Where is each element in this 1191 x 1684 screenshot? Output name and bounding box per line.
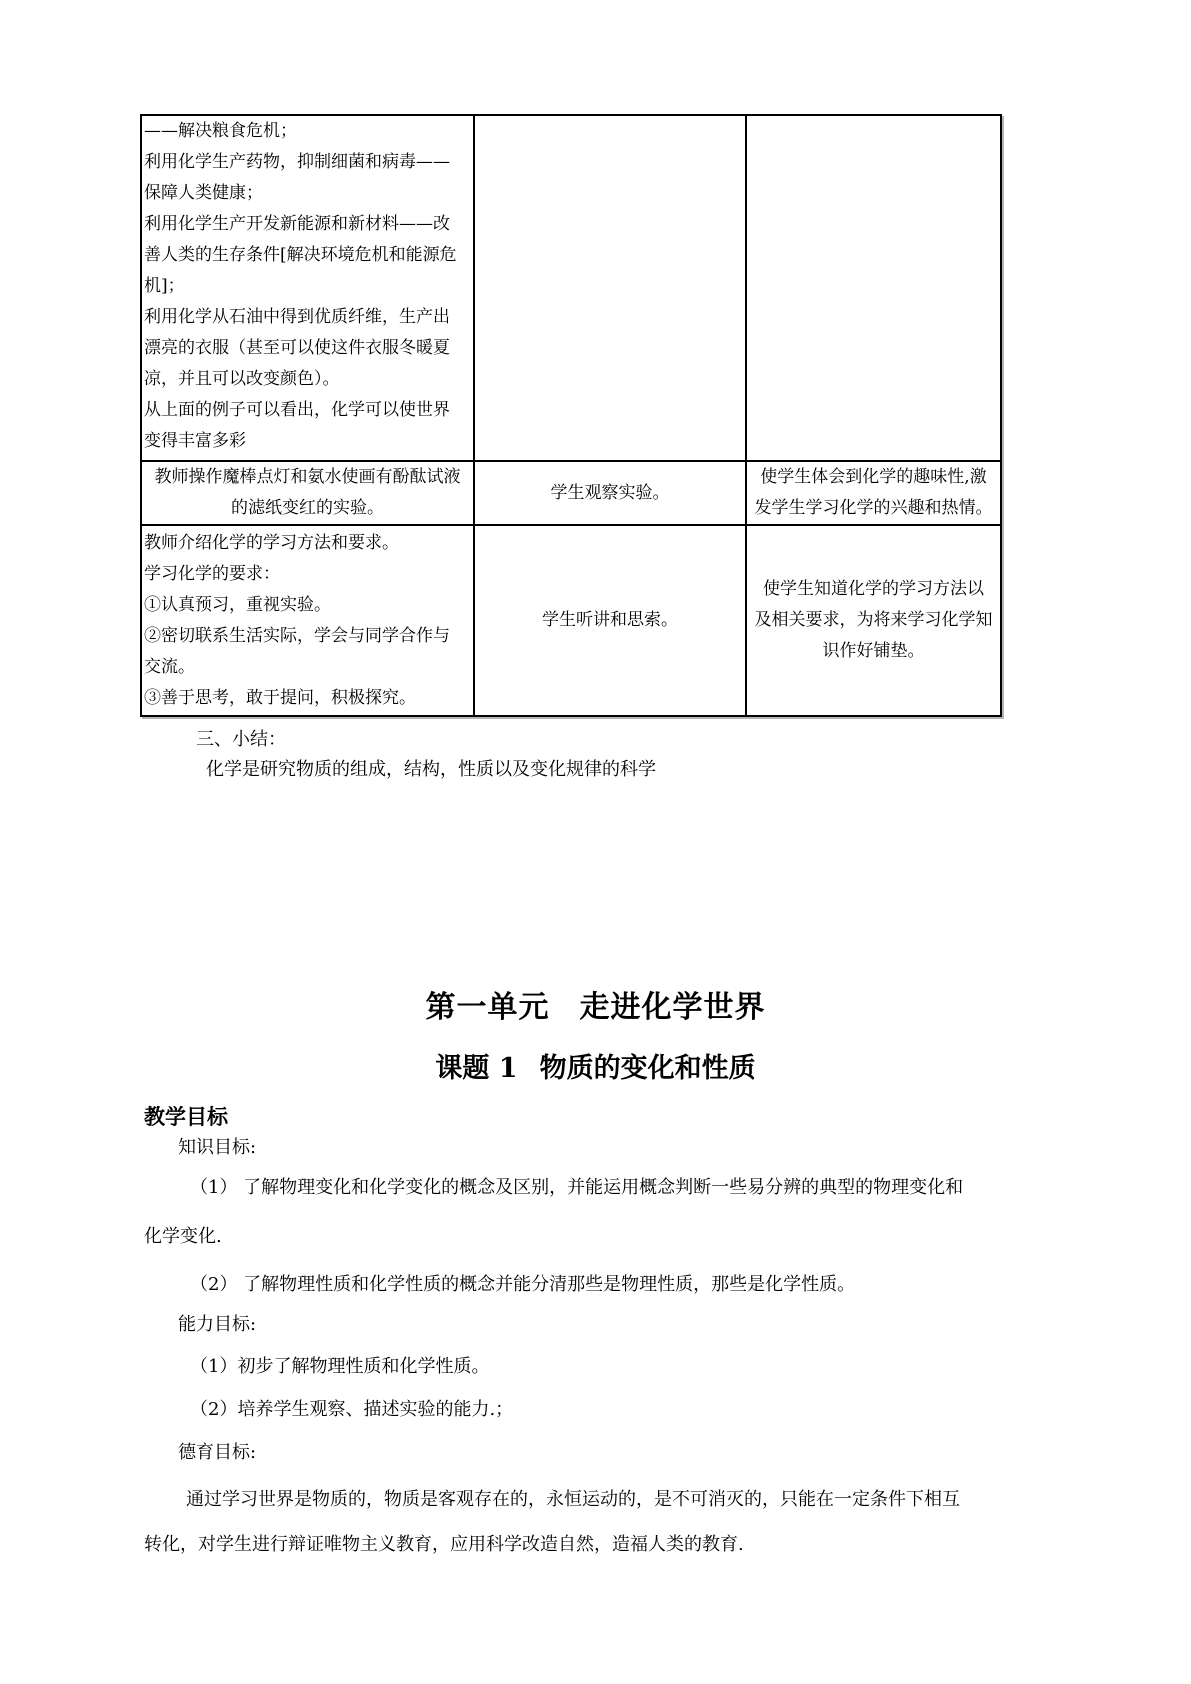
text-line: 变得丰富多彩 (144, 431, 246, 451)
table-row (141, 115, 1001, 461)
text-line: 利用化学从石油中得到优质纤维，生产出 (144, 307, 450, 327)
unit-name: 走进化学世界 (579, 990, 766, 1025)
text-line: 的滤纸变红的实验。 (231, 498, 384, 518)
text-line: 使学生体会到化学的趣味性,激 (760, 467, 987, 487)
knowledge-objective-1-line-1: （1） 了解物理变化和化学变化的概念及区别，并能运用概念判断一些易分辨的典型的物理变化和 (190, 1177, 964, 1198)
knowledge-objectives-label: 知识目标: (178, 1137, 257, 1158)
objectives-heading: 教学目标 (144, 1105, 228, 1129)
design-purpose-cell (746, 461, 1001, 525)
design-purpose-cell (746, 525, 1001, 716)
text-line: 及相关要求，为将来学习化学知 (754, 610, 993, 630)
text-line: 识作好铺垫。 (822, 641, 925, 661)
text-line: 保障人类健康； (144, 183, 263, 203)
student-activity-cell: 学生观察实验。 (474, 461, 746, 525)
text-line: 善人类的生存条件[解决环境危机和能源危 (144, 245, 457, 265)
moral-objective-line-2: 转化，对学生进行辩证唯物主义教育，应用科学改造自然，造福人类的教育. (144, 1534, 744, 1555)
text-line: 学习化学的要求： (144, 563, 280, 584)
summary-label: 三、小结： (196, 729, 286, 750)
moral-objective-line-1: 通过学习世界是物质的，物质是客观存在的，永恒运动的，是不可消灭的，只能在一定条件下相互 (186, 1489, 960, 1510)
lesson-table (140, 114, 1002, 717)
lesson-name: 物质的变化和性质 (539, 1053, 756, 1084)
text-line: 教师操作魔棒点灯和氨水使画有酚酞试液 (154, 467, 461, 487)
unit-number: 第一单元 (425, 990, 550, 1025)
design-purpose-cell (746, 115, 1001, 461)
text-line: ——解决粮食危机； (144, 121, 297, 141)
knowledge-objective-2: （2） 了解物理性质和化学性质的概念并能分清那些是物理性质，那些是化学性质。 (190, 1274, 856, 1295)
knowledge-objective-1-line-2: 化学变化. (144, 1226, 222, 1247)
unit-title (0, 982, 1191, 1026)
teacher-activity-cell (141, 461, 474, 525)
text-line: 利用化学生产开发新能源和新材料——改 (144, 214, 450, 234)
teacher-activity-cell (141, 525, 474, 716)
text-line: 漂亮的衣服（甚至可以使这件衣服冬暖夏 (144, 338, 450, 358)
table-row (141, 461, 1001, 525)
text-line: 机]； (144, 276, 185, 296)
lesson-number: 课题 1 (435, 1053, 518, 1084)
text-line: 交流。 (144, 656, 195, 677)
text-line: 教师介绍化学的学习方法和要求。 (144, 532, 399, 553)
student-activity-cell (474, 115, 746, 461)
text-line: ②密切联系生活实际，学会与同学合作与 (144, 625, 450, 646)
ability-objective-2: （2）培养学生观察、描述实验的能力.； (190, 1399, 514, 1420)
text-line: ①认真预习，重视实验。 (144, 594, 331, 615)
student-activity-cell: 学生听讲和思索。 (474, 525, 746, 716)
summary-text: 化学是研究物质的组成，结构，性质以及变化规律的科学 (206, 759, 656, 780)
text-line: 从上面的例子可以看出，化学可以使世界 (144, 400, 450, 420)
text-line: 使学生知道化学的学习方法以 (763, 579, 984, 599)
text-line: 发学生学习化学的兴趣和热情。 (754, 498, 993, 518)
text-line: 凉，并且可以改变颜色）。 (144, 369, 340, 389)
table-row (141, 525, 1001, 716)
teacher-activity-cell (141, 115, 474, 461)
text-line: ③善于思考，敢于提问，积极探究。 (144, 687, 416, 708)
text-line: 利用化学生产药物，抑制细菌和病毒—— (144, 152, 450, 172)
moral-objectives-label: 德育目标: (178, 1442, 257, 1463)
lesson-title (0, 1046, 1191, 1085)
ability-objective-1: （1）初步了解物理性质和化学性质。 (190, 1356, 490, 1377)
ability-objectives-label: 能力目标: (178, 1314, 257, 1335)
